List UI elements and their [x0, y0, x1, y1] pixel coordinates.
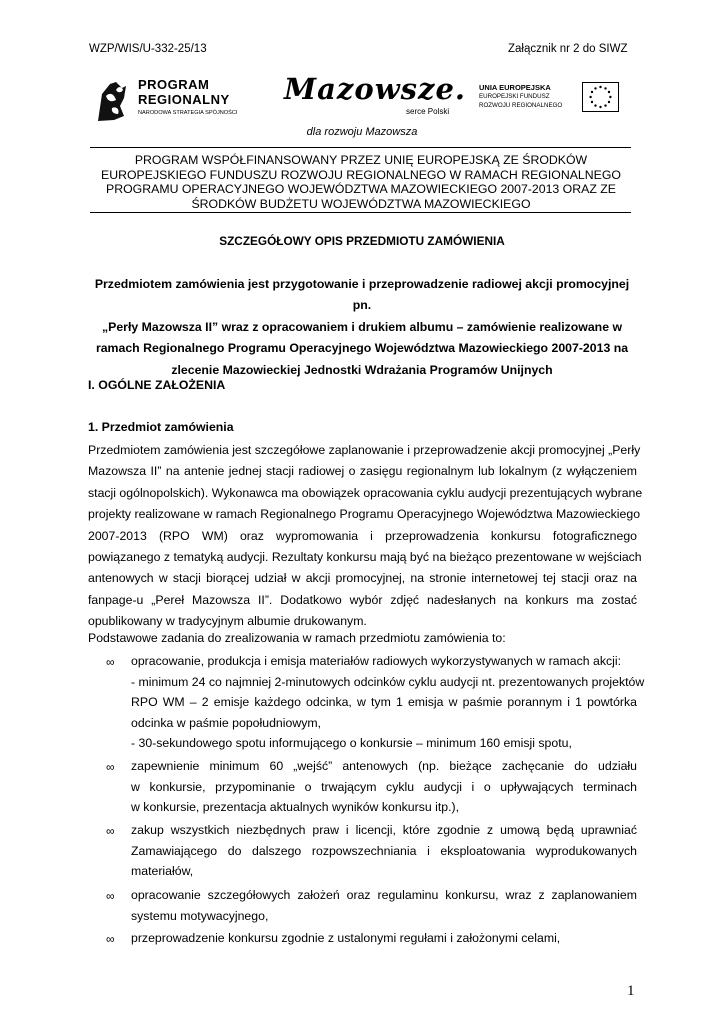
paragraph-line: antenowych w stacji biorącej udział w akcji promocyjnej, na stronie internetowej tej stacji oraz na [88, 571, 637, 586]
list-item [131, 651, 645, 754]
paragraph-line: stacji ogólnopolskich). Wykonawca ma obowiązek opracowania cyklu audycji prezentujących wybrane [88, 485, 643, 500]
bullet-icon: ∞ [106, 655, 115, 669]
paragraph-line: Przedmiotem zamówienia jest szczegółowe zaplanowanie i przeprowadzenie akcji promocyjnej „Perły [88, 443, 641, 457]
paragraph-line: powiązanego z tematyką audycji. Rezultaty konkursu mają być na bieżąco prezentowane w wejściach [88, 549, 642, 564]
paragraph-line: projekty realizowane w ramach Regionalnego Programu Operacyjnego Województwa Mazowieckiego [88, 507, 641, 522]
bullet-icon: ∞ [106, 889, 115, 903]
section-heading: I. OGÓLNE ZAŁOŻENIA [88, 378, 226, 392]
list-item [131, 820, 637, 882]
description-paragraph [88, 440, 643, 633]
subsection-heading: 1. Przedmiot zamówienia [88, 420, 234, 434]
subject-line: „Perły Mazowsza II” wraz z opracowaniem i drukiem albumu – zamówienie realizowane w [101, 319, 623, 334]
eu-logo-line3: ROZWOJU REGIONALNEGO [479, 102, 563, 109]
paragraph-line: opublikowany w tradycyjnym albumie drukowanym. [88, 614, 367, 629]
eu-logo [479, 82, 619, 120]
list-item-line: odcinka w paśmie popołudniowym, [131, 715, 322, 730]
list-item-line: RPO WM – 2 emisje każdego odcinka, w tym 1 emisja w paśmie porannym i 1 powtórka [131, 695, 637, 710]
page-number: 1 [627, 983, 635, 999]
mazowsze-wordmark: Mazowsze. [284, 72, 467, 106]
document-title: SZCZEGÓŁOWY OPIS PRZEDMIOTU ZAMÓWIENIA [219, 234, 505, 248]
subject-line: ramach Regionalnego Programu Operacyjnego Województwa Mazowieckiego 2007-2013 na [95, 341, 629, 356]
mazowsze-logo [284, 72, 467, 120]
list-item [131, 756, 637, 818]
list-item [131, 928, 637, 949]
paragraph-line: 2007-2013 (RPO WM) oraz wypromowania i przeprowadzenia konkursu fotograficznego [88, 528, 637, 543]
paragraph-line: fanpage-u „Pereł Mazowsza II”. Dodatkowo wybór zdjęć nadesłanych na konkurs ma zostać [88, 592, 637, 607]
list-item-line: w konkursie, przypominanie o trwającym cyklu audycji i o upływających terminach [131, 779, 637, 794]
eu-logo-line1: UNIA EUROPEJSKA [479, 83, 551, 92]
banner-line: PROGRAM WSPÓŁFINANSOWANY PRZEZ UNIĘ EUROPEJSKĄ ZE ŚRODKÓW [134, 153, 588, 167]
order-subject [86, 274, 638, 381]
list-item-line: zapewnienie minimum 60 „wejść” antenowych (np. bieżące zachęcanie do udziału [131, 759, 637, 773]
document-reference: WZP/WIS/U-332-25/13 [89, 43, 207, 55]
list-item [131, 885, 637, 926]
list-item-line: opracowanie, produkcja i emisja materiałów radiowych wykorzystywanych w ramach akcji: [131, 654, 622, 668]
list-item-line: - minimum 24 co najmniej 2-minutowych odcinków cyklu audycji nt. prezentowanych projektów [131, 674, 645, 689]
list-item-line: materiałów, [131, 864, 194, 879]
banner-line: PROGRAMU OPERACYJNEGO WOJEWÓDZTWA MAZOWIECKIEGO 2007-2013 ORAZ ZE [106, 182, 616, 196]
subject-line: Przedmiotem zamówienia jest przygotowanie i przeprowadzenie radiowej akcji promocyjnej pn. [94, 277, 630, 313]
paragraph-line: Mazowsza II” na antenie jednej stacji radiowej o zasięgu regionalnym lub lokalnym (z wyłączeniem [88, 464, 637, 479]
program-regionalny-logo [94, 76, 264, 126]
list-item-line: przeprowadzenie konkursu zgodnie z ustalonymi regułami i założonymi celami, [131, 931, 561, 945]
bullet-icon: ∞ [106, 932, 115, 946]
list-item-line: w konkursie, prezentacja aktualnych wyników konkursu itp.), [131, 800, 460, 815]
subject-line: zlecenie Mazowieckiej Jednostki Wdrażania Programów Unijnych [171, 362, 553, 377]
list-item-line: opracowanie szczegółowych założeń oraz regulaminu konkursu, wraz z zaplanowaniem [131, 888, 637, 902]
bullet-icon: ∞ [106, 760, 115, 774]
bullet-icon: ∞ [106, 824, 115, 838]
eu-flag-icon [582, 82, 619, 112]
eu-logo-line2: EUROPEJSKI FUNDUSZ [479, 93, 550, 100]
tasks-intro: Podstawowe zadania do zrealizowania w ramach przedmiotu zamówienia to: [88, 631, 506, 645]
banner-bottom-rule [90, 212, 631, 213]
program-logo-line1: PROGRAM [138, 77, 210, 92]
program-logo-line2: REGIONALNY [138, 92, 230, 107]
banner-line: EUROPEJSKIEGO FUNDUSZU ROZWOJU REGIONALNEGO W RAMACH REGIONALNEGO [101, 167, 621, 182]
program-logo-line3: NARODOWA STRATEGIA SPÓJNOŚCI [138, 110, 238, 116]
banner-line: ŚRODKÓW BUDŻETU WOJEWÓDZTWA MAZOWIECKIEGO [191, 196, 531, 211]
cofinancing-banner [100, 153, 622, 211]
tagline: dla rozwoju Mazowsza [306, 126, 418, 138]
list-item-line: systemu motywacyjnego, [131, 908, 269, 923]
banner-top-rule [90, 147, 631, 148]
list-item-line: Zamawiającego do dalszego rozpowszechniania i eksploatowania wyprodukowanych [131, 843, 637, 858]
attachment-label: Załącznik nr 2 do SIWZ [508, 43, 628, 55]
list-item-line: - 30-sekundowego spotu informującego o konkursie – minimum 160 emisji spotu, [131, 736, 572, 751]
mazowsze-subtitle: serce Polski [406, 107, 450, 116]
list-item-line: zakup wszystkich niezbędnych praw i licencji, które zgodnie z umową będą uprawniać [131, 823, 637, 837]
